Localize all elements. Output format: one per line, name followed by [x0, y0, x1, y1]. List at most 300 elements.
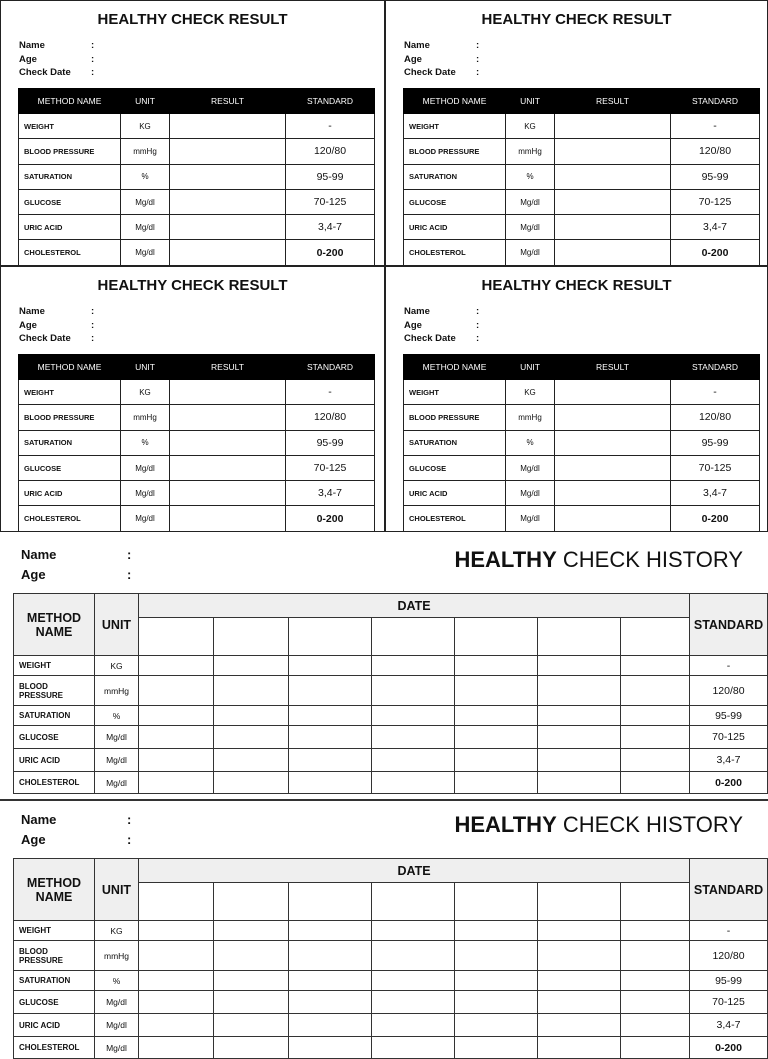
standard: 70-125	[690, 991, 768, 1014]
result-cell[interactable]	[555, 455, 671, 480]
result-cell[interactable]	[555, 481, 671, 506]
history-value-cell[interactable]	[289, 941, 372, 971]
unit: mmHg	[95, 676, 139, 706]
history-value-cell[interactable]	[214, 772, 289, 794]
info-row-name	[21, 810, 131, 830]
result-cell[interactable]	[170, 506, 286, 531]
unit: mmHg	[95, 941, 139, 971]
result-cell[interactable]	[170, 481, 286, 506]
info-row-name	[404, 39, 479, 53]
history-value-cell[interactable]	[289, 676, 372, 706]
result-cell[interactable]	[555, 189, 671, 214]
header-standard: STANDARD	[671, 89, 760, 114]
header-standard: STANDARD	[286, 355, 375, 380]
history-value-cell[interactable]	[214, 921, 289, 941]
info-row-check-date	[19, 332, 94, 346]
method-name: CHOLESTEROL	[404, 506, 506, 531]
method-name: CHOLESTEROL	[19, 240, 121, 265]
history-value-cell[interactable]	[372, 772, 455, 794]
history-value-cell[interactable]	[372, 921, 455, 941]
history-value-cell[interactable]	[455, 991, 538, 1014]
history-value-cell[interactable]	[372, 726, 455, 749]
history-value-cell[interactable]	[289, 706, 372, 726]
date-cell[interactable]	[455, 618, 538, 656]
table-row	[404, 189, 760, 214]
standard: 120/80	[286, 405, 375, 430]
unit: Mg/dl	[121, 506, 170, 531]
history-value-cell[interactable]	[372, 706, 455, 726]
method-name: BLOOD PRESSURE	[404, 405, 506, 430]
header-date: DATE	[139, 859, 690, 883]
history-value-cell[interactable]	[289, 1014, 372, 1037]
standard: -	[690, 656, 768, 676]
history-value-cell[interactable]	[621, 706, 690, 726]
unit: %	[506, 164, 555, 189]
standard: 3,4-7	[671, 215, 760, 240]
table-row	[404, 164, 760, 189]
standard: 3,4-7	[690, 1014, 768, 1037]
method-name: SATURATION	[19, 164, 121, 189]
name-label: Name	[21, 547, 57, 562]
history-value-cell[interactable]	[621, 676, 690, 706]
date-cell[interactable]	[621, 618, 690, 656]
method-name: WEIGHT	[404, 114, 506, 139]
history-value-cell[interactable]	[621, 991, 690, 1014]
history-value-cell[interactable]	[139, 749, 214, 772]
method-name: URIC ACID	[19, 481, 121, 506]
result-cell[interactable]	[555, 380, 671, 405]
history-table	[13, 593, 768, 794]
result-cell[interactable]	[170, 405, 286, 430]
history-value-cell[interactable]	[372, 971, 455, 991]
result-cell[interactable]	[555, 430, 671, 455]
method-name: CHOLESTEROL	[14, 1037, 95, 1059]
method-name: CHOLESTEROL	[14, 772, 95, 794]
history-value-cell[interactable]	[372, 1014, 455, 1037]
info-row-age	[21, 830, 131, 850]
history-value-cell[interactable]	[455, 772, 538, 794]
check-date-label: Check Date	[19, 333, 71, 344]
history-value-cell[interactable]	[139, 941, 214, 971]
info-row-check-date	[404, 332, 479, 346]
info-row-age	[19, 319, 94, 333]
history-value-cell[interactable]	[214, 971, 289, 991]
table-row	[14, 941, 768, 971]
unit: Mg/dl	[95, 749, 139, 772]
result-table	[403, 88, 760, 266]
history-value-cell[interactable]	[621, 921, 690, 941]
history-patient-info	[21, 545, 131, 585]
result-cell[interactable]	[555, 240, 671, 265]
colon: :	[127, 832, 132, 847]
unit: Mg/dl	[95, 726, 139, 749]
method-name: GLUCOSE	[19, 455, 121, 480]
table-row	[19, 114, 375, 139]
result-card	[385, 266, 768, 532]
history-value-cell[interactable]	[214, 1037, 289, 1059]
table-row	[404, 380, 760, 405]
history-value-cell[interactable]	[214, 676, 289, 706]
history-header-row	[14, 594, 768, 618]
header-standard: STANDARD	[671, 355, 760, 380]
history-value-cell[interactable]	[621, 656, 690, 676]
age-label: Age	[21, 567, 46, 582]
history-value-cell[interactable]	[139, 991, 214, 1014]
history-value-cell[interactable]	[139, 676, 214, 706]
history-value-cell[interactable]	[621, 941, 690, 971]
table-row	[19, 481, 375, 506]
history-patient-info	[21, 810, 131, 850]
history-value-cell[interactable]	[214, 1014, 289, 1037]
header-result: RESULT	[555, 355, 671, 380]
result-cell[interactable]	[170, 215, 286, 240]
header-standard: STANDARD	[690, 859, 768, 921]
unit: mmHg	[121, 139, 170, 164]
table-header-row	[19, 355, 375, 380]
age-label: Age	[404, 319, 422, 331]
info-row-name	[19, 39, 94, 53]
card-title: HEALTHY CHECK RESULT	[481, 11, 672, 28]
unit: %	[95, 706, 139, 726]
history-value-cell[interactable]	[139, 1014, 214, 1037]
colon: :	[91, 53, 95, 65]
history-value-cell[interactable]	[289, 656, 372, 676]
history-value-cell[interactable]	[538, 656, 621, 676]
unit: mmHg	[506, 405, 555, 430]
info-row-name	[19, 305, 94, 319]
result-card	[0, 0, 385, 266]
standard: -	[286, 114, 375, 139]
header-method-name: METHOD NAME	[404, 89, 506, 114]
unit: Mg/dl	[95, 1037, 139, 1059]
table-header-row	[404, 355, 760, 380]
history-value-cell[interactable]	[455, 726, 538, 749]
table-row	[404, 114, 760, 139]
colon: :	[91, 67, 95, 78]
method-name: BLOOD PRESSURE	[19, 139, 121, 164]
header-method-name: METHOD NAME	[404, 355, 506, 380]
history-value-cell[interactable]	[372, 749, 455, 772]
history-value-cell[interactable]	[538, 991, 621, 1014]
history-header-row	[14, 859, 768, 883]
method-name: URIC ACID	[404, 215, 506, 240]
history-value-cell[interactable]	[455, 656, 538, 676]
info-row-check-date	[404, 66, 479, 80]
method-name: WEIGHT	[14, 921, 95, 941]
history-value-cell[interactable]	[289, 921, 372, 941]
standard: 0-200	[671, 506, 760, 531]
patient-info	[19, 39, 94, 80]
history-value-cell[interactable]	[139, 656, 214, 676]
method-name: SATURATION	[14, 706, 95, 726]
name-label: Name	[19, 306, 45, 317]
history-value-cell[interactable]	[372, 991, 455, 1014]
standard: 3,4-7	[690, 749, 768, 772]
history-value-cell[interactable]	[372, 941, 455, 971]
history-value-cell[interactable]	[621, 772, 690, 794]
unit: Mg/dl	[121, 481, 170, 506]
date-cell[interactable]	[538, 883, 621, 921]
table-row	[14, 726, 768, 749]
history-value-cell[interactable]	[621, 971, 690, 991]
date-cell[interactable]	[372, 618, 455, 656]
info-row-name	[404, 305, 479, 319]
table-row	[14, 971, 768, 991]
unit: Mg/dl	[95, 991, 139, 1014]
table-row	[404, 481, 760, 506]
table-row	[14, 991, 768, 1014]
result-table	[403, 354, 760, 532]
table-header-row	[19, 89, 375, 114]
date-cell[interactable]	[214, 618, 289, 656]
history-value-cell[interactable]	[214, 991, 289, 1014]
card-title: HEALTHY CHECK RESULT	[97, 277, 288, 294]
history-value-cell[interactable]	[538, 772, 621, 794]
header-result: RESULT	[555, 89, 671, 114]
date-cell[interactable]	[139, 883, 214, 921]
result-cell[interactable]	[555, 114, 671, 139]
history-value-cell[interactable]	[214, 726, 289, 749]
unit: Mg/dl	[121, 189, 170, 214]
history-value-cell[interactable]	[372, 1037, 455, 1059]
table-row	[404, 455, 760, 480]
history-title	[454, 812, 743, 838]
history-value-cell[interactable]	[455, 706, 538, 726]
header-date: DATE	[139, 594, 690, 618]
result-cell[interactable]	[555, 405, 671, 430]
info-row-age	[19, 53, 94, 67]
colon: :	[476, 53, 480, 65]
history-value-cell[interactable]	[621, 1014, 690, 1037]
standard: 70-125	[690, 726, 768, 749]
table-row	[14, 1014, 768, 1037]
result-cell[interactable]	[170, 430, 286, 455]
standard: -	[671, 114, 760, 139]
history-value-cell[interactable]	[621, 749, 690, 772]
history-value-cell[interactable]	[621, 726, 690, 749]
unit: Mg/dl	[506, 455, 555, 480]
history-value-cell[interactable]	[621, 1037, 690, 1059]
history-value-cell[interactable]	[538, 1014, 621, 1037]
date-cell[interactable]	[372, 883, 455, 921]
table-row	[14, 656, 768, 676]
method-name: BLOOD PRESSURE	[404, 139, 506, 164]
history-value-cell[interactable]	[455, 1014, 538, 1037]
method-name: GLUCOSE	[404, 189, 506, 214]
method-name: URIC ACID	[19, 215, 121, 240]
standard: 120/80	[286, 139, 375, 164]
result-cell[interactable]	[555, 506, 671, 531]
standard: 95-99	[286, 164, 375, 189]
history-value-cell[interactable]	[538, 749, 621, 772]
unit: KG	[95, 656, 139, 676]
history-value-cell[interactable]	[214, 749, 289, 772]
colon: :	[91, 333, 95, 344]
colon: :	[127, 547, 132, 562]
name-label: Name	[21, 812, 57, 827]
colon: :	[476, 306, 480, 317]
table-row	[19, 215, 375, 240]
result-cell[interactable]	[170, 455, 286, 480]
history-value-cell[interactable]	[455, 941, 538, 971]
standard: 0-200	[690, 772, 768, 794]
unit: %	[95, 971, 139, 991]
age-label: Age	[404, 53, 422, 65]
colon: :	[476, 40, 480, 51]
result-cell[interactable]	[170, 139, 286, 164]
unit: Mg/dl	[506, 215, 555, 240]
method-name: URIC ACID	[14, 749, 95, 772]
history-value-cell[interactable]	[214, 706, 289, 726]
age-label: Age	[21, 832, 46, 847]
table-row	[19, 189, 375, 214]
result-cell[interactable]	[170, 380, 286, 405]
method-name: BLOOD PRESSURE	[19, 405, 121, 430]
header-unit: UNIT	[506, 89, 555, 114]
history-value-cell[interactable]	[139, 772, 214, 794]
date-cell[interactable]	[214, 883, 289, 921]
history-value-cell[interactable]	[372, 656, 455, 676]
name-label: Name	[19, 40, 45, 51]
table-row	[19, 405, 375, 430]
check-date-label: Check Date	[19, 67, 71, 78]
method-name: SATURATION	[14, 971, 95, 991]
result-cell[interactable]	[170, 114, 286, 139]
header-unit: UNIT	[95, 859, 139, 921]
method-name: GLUCOSE	[19, 189, 121, 214]
history-value-cell[interactable]	[538, 726, 621, 749]
unit: Mg/dl	[95, 772, 139, 794]
unit: Mg/dl	[506, 506, 555, 531]
history-value-cell[interactable]	[538, 921, 621, 941]
method-name: CHOLESTEROL	[404, 240, 506, 265]
standard: 95-99	[671, 430, 760, 455]
result-table	[18, 354, 375, 532]
history-value-cell[interactable]	[538, 676, 621, 706]
history-value-cell[interactable]	[455, 921, 538, 941]
section-divider	[0, 799, 768, 801]
result-cell[interactable]	[555, 164, 671, 189]
check-date-label: Check Date	[404, 67, 456, 78]
history-value-cell[interactable]	[538, 706, 621, 726]
result-cell[interactable]	[170, 189, 286, 214]
table-row	[14, 676, 768, 706]
info-row-age	[21, 565, 131, 585]
info-row-age	[404, 319, 479, 333]
unit: Mg/dl	[506, 189, 555, 214]
history-value-cell[interactable]	[455, 1037, 538, 1059]
history-value-cell[interactable]	[289, 749, 372, 772]
age-label: Age	[19, 319, 37, 331]
method-name: WEIGHT	[19, 114, 121, 139]
history-value-cell[interactable]	[372, 676, 455, 706]
unit: KG	[121, 380, 170, 405]
unit: Mg/dl	[121, 455, 170, 480]
history-value-cell[interactable]	[455, 971, 538, 991]
history-title-bold: HEALTHY	[454, 547, 557, 572]
history-value-cell[interactable]	[538, 1037, 621, 1059]
card-title: HEALTHY CHECK RESULT	[481, 277, 672, 294]
date-cell[interactable]	[139, 618, 214, 656]
result-cell[interactable]	[555, 139, 671, 164]
unit: %	[121, 430, 170, 455]
unit: KG	[95, 921, 139, 941]
method-name: GLUCOSE	[14, 726, 95, 749]
standard: 0-200	[690, 1037, 768, 1059]
history-value-cell[interactable]	[289, 991, 372, 1014]
colon: :	[91, 306, 95, 317]
date-cell[interactable]	[538, 618, 621, 656]
colon: :	[476, 67, 480, 78]
standard: -	[286, 380, 375, 405]
table-row	[404, 430, 760, 455]
table-row	[404, 405, 760, 430]
table-row	[14, 706, 768, 726]
history-value-cell[interactable]	[139, 706, 214, 726]
history-value-cell[interactable]	[214, 656, 289, 676]
history-value-cell[interactable]	[455, 749, 538, 772]
history-title-bold: HEALTHY	[454, 812, 557, 837]
result-cell[interactable]	[555, 215, 671, 240]
history-value-cell[interactable]	[139, 971, 214, 991]
standard: 120/80	[690, 676, 768, 706]
history-value-cell[interactable]	[214, 941, 289, 971]
patient-info	[404, 305, 479, 346]
history-value-cell[interactable]	[289, 1037, 372, 1059]
header-standard: STANDARD	[286, 89, 375, 114]
history-value-cell[interactable]	[538, 941, 621, 971]
header-result: RESULT	[170, 355, 286, 380]
method-name: SATURATION	[404, 164, 506, 189]
standard: 0-200	[286, 506, 375, 531]
history-value-cell[interactable]	[139, 1037, 214, 1059]
method-name: WEIGHT	[404, 380, 506, 405]
info-row-name	[21, 545, 131, 565]
history-value-cell[interactable]	[289, 971, 372, 991]
history-value-cell[interactable]	[289, 726, 372, 749]
date-cell[interactable]	[289, 618, 372, 656]
history-title-rest: CHECK HISTORY	[562, 812, 743, 837]
history-value-cell[interactable]	[289, 772, 372, 794]
date-cell[interactable]	[455, 883, 538, 921]
header-method-name: METHOD NAME	[19, 355, 121, 380]
table-row	[404, 240, 760, 265]
result-table	[18, 88, 375, 266]
check-date-label: Check Date	[404, 333, 456, 344]
date-cell[interactable]	[621, 883, 690, 921]
standard: 95-99	[690, 971, 768, 991]
header-unit: UNIT	[121, 89, 170, 114]
method-name: CHOLESTEROL	[19, 506, 121, 531]
history-value-cell[interactable]	[139, 921, 214, 941]
result-cell[interactable]	[170, 240, 286, 265]
standard: 0-200	[286, 240, 375, 265]
unit: Mg/dl	[506, 481, 555, 506]
table-header-row	[404, 89, 760, 114]
header-method-name: METHOD NAME	[14, 594, 95, 656]
info-row-age	[404, 53, 479, 67]
history-value-cell[interactable]	[538, 971, 621, 991]
date-cell[interactable]	[289, 883, 372, 921]
history-value-cell[interactable]	[455, 676, 538, 706]
result-cell[interactable]	[170, 164, 286, 189]
standard: 95-99	[690, 706, 768, 726]
unit: mmHg	[121, 405, 170, 430]
unit: KG	[506, 114, 555, 139]
history-value-cell[interactable]	[139, 726, 214, 749]
header-method-name: METHOD NAME	[19, 89, 121, 114]
header-unit: UNIT	[121, 355, 170, 380]
